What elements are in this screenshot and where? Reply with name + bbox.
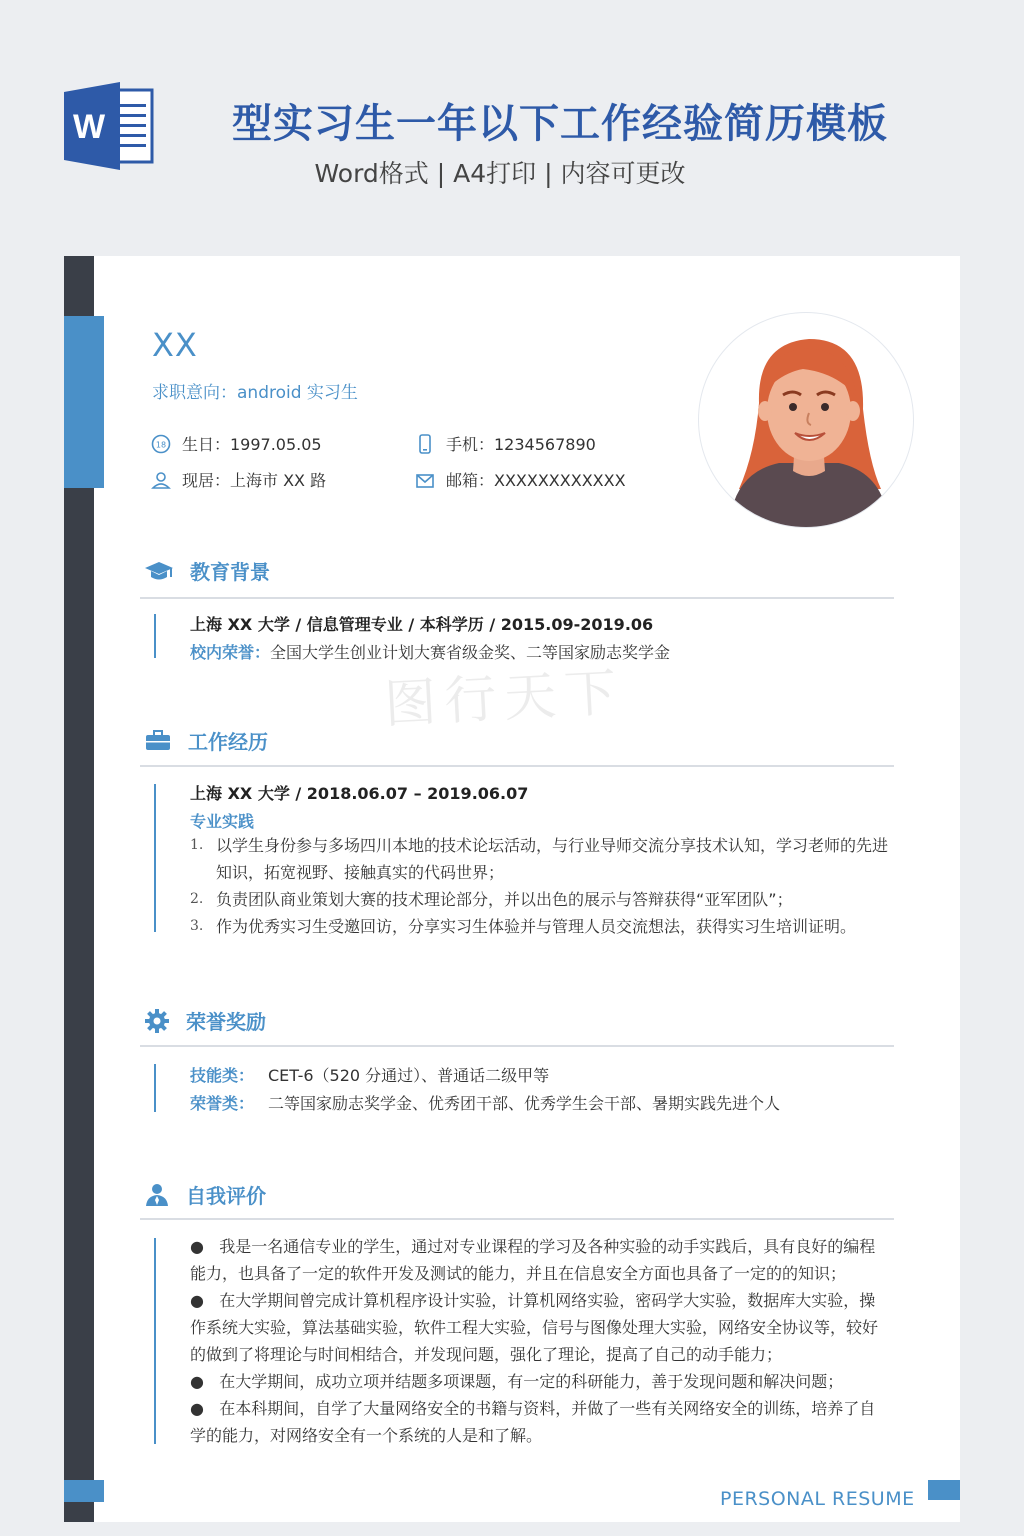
- self-header: [144, 1180, 266, 1209]
- list-item: ● 在大学期间，成功立项并结题多项课题，有一定的科研能力，善于发现问题和解决问题；: [190, 1372, 844, 1391]
- svg-text:18: 18: [155, 440, 167, 449]
- work-title: 工作经历: [188, 730, 268, 754]
- list-item: ● 我是一名通信专业的学生，通过对专业课程的学习及各种实验的动手实践后，具有良好的编程能力，也具备了一定的软件开发及测试的能力，并且在信息安全方面也具备了一定的的知识；: [190, 1237, 876, 1283]
- honor-category-label: 荣誉类：: [190, 1094, 255, 1113]
- graduation-cap-icon: [144, 559, 174, 583]
- work-items: [190, 832, 890, 940]
- banner-title: 型实习生一年以下工作经验简历模板: [232, 101, 888, 147]
- list-item: 1. 以学生身份参与多场四川本地的技术论坛活动，与行业导师交流分享技术认知，学习老师的先进知识，拓宽视野、接触真实的代码世界；: [190, 836, 889, 882]
- accent-line: [154, 1238, 156, 1444]
- awards-header: [144, 1006, 266, 1035]
- skill-text: CET-6（520 分通过）、普通话二级甲等: [268, 1066, 550, 1085]
- job-intent: 求职意向：android 实习生: [152, 383, 358, 403]
- gear-icon: [144, 1008, 170, 1034]
- address-text: 现居：上海市 XX 路: [182, 471, 327, 490]
- list-item: 3. 作为优秀实习生受邀回访，分享实习生体验并与管理人员交流想法，获得实习生培训证明。: [190, 917, 857, 936]
- footer-label: PERSONAL RESUME: [720, 1488, 915, 1510]
- phone-text: 手机：1234567890: [446, 435, 596, 454]
- education-title: 教育背景: [190, 560, 270, 584]
- footer-accent: [928, 1480, 960, 1500]
- education-line: 上海 XX 大学 / 信息管理专业 / 本科学历 / 2015.09-2019.06: [190, 615, 654, 634]
- divider: [140, 1218, 894, 1220]
- honor-label: 校内荣誉：: [190, 643, 271, 662]
- resume-page: [64, 256, 960, 1522]
- accent-line: [154, 614, 156, 658]
- accent-line: [154, 1064, 156, 1112]
- word-icon: [64, 82, 156, 170]
- honor-text: 全国大学生创业计划大赛省级金奖、二等国家励志奖学金: [270, 643, 671, 662]
- work-sub-label: 专业实践: [190, 812, 255, 831]
- education-header: [144, 556, 270, 585]
- briefcase-icon: [144, 729, 172, 753]
- birthday-icon: [150, 433, 172, 455]
- bullet: ●: [190, 1237, 204, 1256]
- svg-text:W: W: [72, 108, 106, 146]
- email-text: 邮箱：XXXXXXXXXXXX: [446, 471, 626, 490]
- education-honor: [190, 640, 670, 663]
- bullet: ●: [190, 1372, 204, 1391]
- list-item: ● 在本科期间，自学了大量网络安全的书籍与资料，并做了一些有关网络安全的训练，培养了自学的能力，对网络安全有一个系统的人是和了解。: [190, 1399, 876, 1445]
- avatar-illustration: [699, 313, 913, 527]
- location-icon: [150, 469, 172, 491]
- phone-info: [414, 432, 596, 455]
- mail-icon: [414, 469, 436, 491]
- work-header: [144, 726, 268, 755]
- watermark: 图行天下: [382, 662, 626, 736]
- list-item: ● 在大学期间曾完成计算机程序设计实验，计算机网络实验，密码学大实验，数据库大实验，操作系统大实验，算法基础实验，软件工程大实验，信号与图像处理大实验，网络安全协议等，较好的做到了将理论与时间相结合，并发现问题，强化了理论，提高了自己的动手能力；: [190, 1291, 879, 1364]
- bullet: ●: [190, 1291, 204, 1310]
- divider: [140, 597, 894, 599]
- skill-label: 技能类：: [190, 1066, 255, 1085]
- banner: [0, 0, 1024, 230]
- candidate-name: XX: [152, 326, 198, 364]
- banner-subtitle: Word格式 | A4打印 | 内容可更改: [314, 159, 686, 188]
- awards-title: 荣誉奖励: [186, 1010, 266, 1034]
- accent-line: [154, 784, 156, 932]
- skill-row: [190, 1063, 549, 1086]
- person-icon: [144, 1182, 170, 1208]
- honor-category-text: 二等国家励志奖学金、优秀团干部、优秀学生会干部、暑期实践先进个人: [268, 1094, 781, 1113]
- list-item: 2. 负责团队商业策划大赛的技术理论部分，并以出色的展示与答辩获得“亚军团队”；: [190, 890, 793, 909]
- accent-tab-bottom: [64, 1480, 104, 1502]
- self-items: [190, 1233, 890, 1449]
- email-info: [414, 468, 626, 491]
- avatar: [698, 312, 914, 528]
- address-info: [150, 468, 326, 491]
- work-line: 上海 XX 大学 / 2018.06.07 – 2019.06.07: [190, 784, 529, 803]
- phone-icon: [414, 433, 436, 455]
- birthday-info: [150, 432, 322, 455]
- birthday-text: 生日：1997.05.05: [182, 435, 322, 454]
- accent-tab: [64, 316, 104, 488]
- divider: [140, 765, 894, 767]
- self-title: 自我评价: [186, 1184, 266, 1208]
- bullet: ●: [190, 1399, 204, 1418]
- divider: [140, 1045, 894, 1047]
- honor-row: [190, 1091, 780, 1114]
